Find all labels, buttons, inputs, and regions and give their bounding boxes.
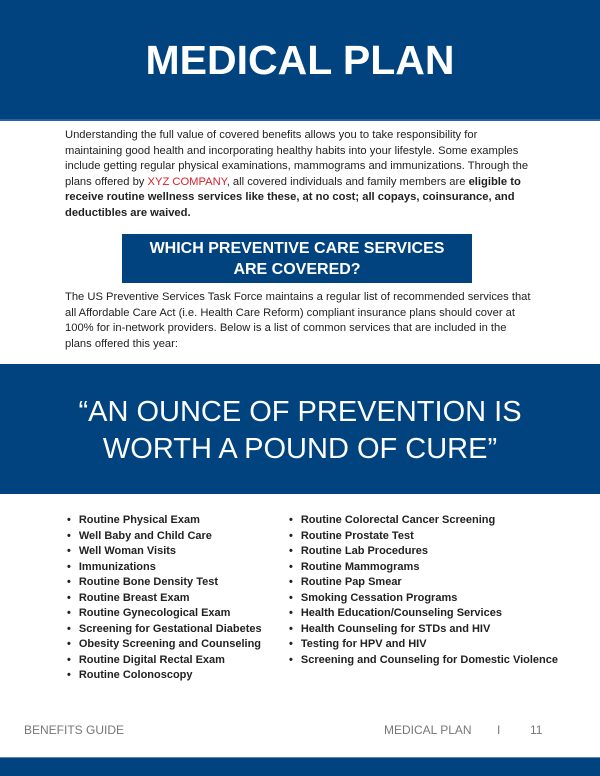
service-item: • Screening for Gestational Diabetes bbox=[67, 622, 262, 638]
header-band bbox=[0, 0, 600, 121]
footer-separator: I bbox=[497, 723, 501, 737]
company-name: XYZ COMPANY bbox=[147, 175, 227, 188]
service-item: • Well Baby and Child Care bbox=[67, 529, 262, 545]
services-list-right bbox=[289, 513, 558, 668]
service-item: • Screening and Counseling for Domestic Violence bbox=[289, 653, 558, 669]
quote-line-2: WORTH A POUND OF CURE” bbox=[102, 433, 498, 465]
page-number: 11 bbox=[530, 723, 543, 737]
service-item: • Routine Lab Procedures bbox=[289, 544, 558, 560]
quote-band bbox=[0, 364, 600, 494]
intro-paragraph bbox=[65, 128, 535, 222]
heading-line-1: WHICH PREVENTIVE CARE SERVICES bbox=[149, 240, 445, 257]
service-item: • Routine Gynecological Exam bbox=[67, 606, 262, 622]
service-item: • Routine Breast Exam bbox=[67, 591, 262, 607]
quote-line-1: “AN OUNCE OF PREVENTION IS bbox=[78, 396, 522, 428]
footer-section-label: MEDICAL PLAN bbox=[384, 723, 472, 737]
service-item: • Obesity Screening and Counseling bbox=[67, 637, 262, 653]
service-item: • Routine Digital Rectal Exam bbox=[67, 653, 262, 669]
service-item: • Health Counseling for STDs and HIV bbox=[289, 622, 558, 638]
service-item: • Health Education/Counseling Services bbox=[289, 606, 558, 622]
service-item: • Smoking Cessation Programs bbox=[289, 591, 558, 607]
footer-band bbox=[0, 757, 600, 776]
intro-text: Understanding the full value of covered benefits allows you to take responsibility for maintaining good health and incorporating healthy habits into your lifestyle. Some examples include getting regular physical examinations, mammograms and immunizations. Through the plans offered by bbox=[65, 129, 529, 188]
intro-bold: eligible to receive routine wellness services like these, at no cost; all copays, coinsurance, and deductibles are waived. bbox=[65, 175, 521, 219]
service-item: • Routine Colorectal Cancer Screening bbox=[289, 513, 558, 529]
intro-text-2: , all covered individuals and family members are bbox=[226, 175, 469, 188]
page-title: MEDICAL PLAN bbox=[145, 37, 455, 83]
service-item: • Immunizations bbox=[67, 560, 262, 576]
service-item: • Testing for HPV and HIV bbox=[289, 637, 558, 653]
section-heading bbox=[122, 234, 472, 283]
footer-guide-label: BENEFITS GUIDE bbox=[24, 723, 125, 737]
service-item: • Routine Prostate Test bbox=[289, 529, 558, 545]
services-list-left bbox=[67, 513, 262, 684]
service-item: • Routine Mammograms bbox=[289, 560, 558, 576]
heading-line-2: ARE COVERED? bbox=[233, 261, 361, 278]
services-paragraph: The US Preventive Services Task Force maintains a regular list of recommended services that all Affordable Care Act (i.e. Health Care Reform) compliant insurance plans should cover at 100% for in-network providers. Below is a list of common services that are included in the plans offered this year: bbox=[65, 291, 531, 350]
service-item: • Routine Bone Density Test bbox=[67, 575, 262, 591]
service-item: • Routine Pap Smear bbox=[289, 575, 558, 591]
service-item: • Well Woman Visits bbox=[67, 544, 262, 560]
service-item: • Routine Colonoscopy bbox=[67, 668, 262, 684]
service-item: • Routine Physical Exam bbox=[67, 513, 262, 529]
